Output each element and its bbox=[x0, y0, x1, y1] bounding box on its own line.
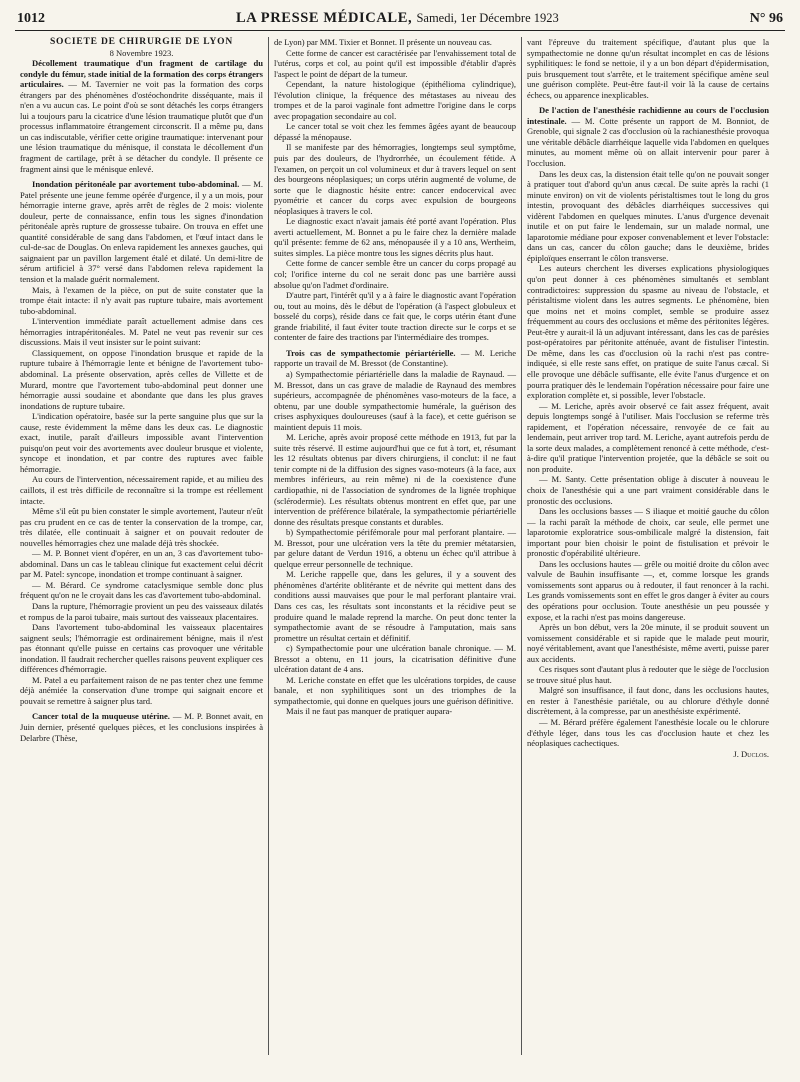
page-header bbox=[15, 10, 785, 31]
section-title: De l'action de l'anesthésie rachidienne au cours de l'occlusion intestinale. bbox=[527, 105, 769, 126]
section-title: Inondation péritonéale par avortement tubo-abdominal. bbox=[32, 179, 240, 190]
paragraph: Cette forme de cancer semble être un cancer du corps propagé au col; l'orifice interne du col ne serait donc pas une barrière aussi absolue qu'on l'admet d'ordinaire. bbox=[274, 258, 516, 290]
paragraph: — M. Santy. Cette présentation oblige à discuter à nouveau le choix de l'anesthésie qui a une part vraiment considérable dans le pronostic des occlusions. bbox=[527, 474, 769, 506]
paragraph: Dans les occlusions basses — S iliaque et moitié gauche du côlon — la rachi paraît la méthode de choix, car seule, elle permet une laparotomie exploratrice sous-ombilicale malgré la distension, fait important pour bien choisir le point de fistulisation et prévoir le pronostic d'opérabilité ultérieure. bbox=[527, 506, 769, 559]
session-date: 8 Novembre 1923. bbox=[109, 47, 174, 58]
paragraph: M. Leriche rappelle que, dans les gelures, il y a souvent des phénomènes d'artérite oblitérante et de névrite qui mettent dans des conditions aussi mauvaises que pour le mal perforant plantaire vrai. Dans ces cas, les résultats sont inconstants et la récidive peut se produire quand le malade reprend la marche. On peut donc tenter la sympathectomie avant de se résoudre à l'amputation, mais sans promettre un résultat certain et définitif. bbox=[274, 569, 516, 643]
paragraph: D'autre part, l'intérêt qu'il y a à faire le diagnostic avant l'opération ou, tout au moins, dès le début de l'opération (à l'aspect globuleux et bosselé du corps), réside dans ce fait que, le corps utérin étant d'une grande friabilité, il faut éviter toute traction directe sur le corps et se contenter de faire des tractions par l'intermédiaire des trompes. bbox=[274, 290, 516, 343]
paragraph: Décollement traumatique d'un fragment de cartilage du condyle du fémur, stade initial de la formation des corps étrangers articulaires. — M. Tavernier ne voit pas la formation des corps étrangers par des phénomènes d'ostéochondrite disséquante, mais il n'en a vu aucun cas. Le point d'où se sont détachés les corps étrangers lui a toujours paru la cicatrice d'une lésion traumatique plutôt que d'un processus inflammatoire étrangement circonscrit. Il a même pu, dans un cas indiscutable, vérifier cette origine traumatique: intervenant pour une lésion traumatique du ménisque, il constata le décollement d'un fragment de cartilage, prêt à se détacher du condyle. Il présente ce fragment ainsi que le ménisque enlevé. bbox=[20, 58, 263, 174]
paragraph: Trois cas de sympathectomie périartérielle. — M. Leriche rapporte un travail de M. Bressot (de Constantine). bbox=[274, 347, 516, 369]
paragraph: c) Sympathectomie pour une ulcération banale chronique. — M. Bressot a obtenu, en 11 jours, la cicatrisation définitive d'une ulcération datant de 4 ans. bbox=[274, 643, 516, 675]
section-title: Décollement traumatique d'un fragment de cartilage du condyle du fémur, stade initial de la formation des corps étrangers articulaires. bbox=[20, 58, 263, 90]
paragraph: De l'action de l'anesthésie rachidienne au cours de l'occlusion intestinale. — M. Cotte présente un rapport de M. Bonniot, de Grenoble, qui signale 2 cas d'occlusion où la rachianesthésie provoqua une véritable débâcle diarrhéique laquelle vida l'abdomen en quelques minutes, au moment même où on allait intervenir pour parer à l'occlusion. bbox=[527, 105, 769, 169]
paragraph: L'indication opératoire, basée sur la perte sanguine plus que sur la cause, reste évidemment la même dans les deux cas. Le diagnostic exact, inutile, paraît d'ailleurs impossible avant l'intervention puisqu'on peut voir des avortements avec douleur brusque et violente, syncope et inondation, et par contre des ruptures avec faible hémorragie. bbox=[20, 411, 263, 474]
column-3 bbox=[521, 37, 774, 1055]
paragraph: M. Leriche constate en effet que les ulcérations torpides, de cause banale, et non syphilitiques sont un des triomphes de la sympathectomie, qui donne en quelques jours une guérison définitive. bbox=[274, 674, 516, 706]
journal-name: LA PRESSE MÉDICALE, bbox=[236, 10, 413, 26]
newspaper-page bbox=[15, 0, 785, 1070]
paragraph: M. Leriche, après avoir proposé cette méthode en 1913, fut par la suite très réservé. Il estime aujourd'hui que ce fut à tort, et, résumant les 12 résultats obtenus par divers chirurgiens, il conclut: il ne faut tenir compte ni de la diffusion des signes vaso-moteurs (à la face, aux membres inférieurs, au rein même) ni de la coexistence d'une cardiopathie, ni de l'association de syndromes de la lignée trophique (sclérodermie). Les résultats obtenus montrent en effet que, par une intervention de préférence bilatérale, la sympathectomie périartérielle donne des résultats presque constants et durables. bbox=[274, 432, 516, 527]
paragraph: vant l'épreuve du traitement spécifique, d'autant plus que la sympathectomie ne donne qu'un résultat incomplet en cas de lésions syphilitiques: le fond se nettoie, il y a un bon départ d'épidermisation, puis brusquement tout s'arrête, et le traitement spécifique amène seul une guérison complète. Peut-être faut-il voir là la cause de certains échecs, ou apparence inexplicables. bbox=[527, 37, 769, 100]
paragraph: Les auteurs cherchent les diverses explications physiologiques qu'on peut donner à ces phénomènes simultanés et semblant contradictoires: suppression du spasme au niveau de l'obstacle, et péristaltisme violent dans les autres segments. Le phénomène, bien que moins net et moins complet, semble se produire assez fréquemment au cours des occlusions et même des péritonites légères. Peut-être y aurait-il là un adjuvant intéressant, dans les cas de parésies post-opératoires par péritonite atténuée, avant de fistuliser l'intestin. De même, dans les cas d'occlusion où la rachi n'est pas contre-indiquée, si elle reste sans effet, on pratique de suite l'anus cæcal. Si elle provoque une débâcle suffisante, elle évite l'anus d'urgence et on pourra pratiquer dès le lendemain l'opération nécessaire pour faire une exploration complète et, si possible, lever l'obstacle. bbox=[527, 263, 769, 401]
paragraph: M. Patel a eu parfaitement raison de ne pas tenter chez une femme déjà anémiée la conservation d'une trompe qui saignait encore et pouvait se remettre à saigner plus tard. bbox=[20, 674, 263, 706]
issue-number: N° 96 bbox=[749, 11, 783, 26]
paragraph: — M. Bérard préfère également l'anesthésie locale ou le chlorure d'éthyle léger, dans tous les cas d'occlusion haute et chez les néoplasiques cachectiques. bbox=[527, 717, 769, 749]
paragraph: Après un bon début, vers la 20e minute, il se produit souvent un vomissement considérable et si rapide que le malade peut mourir, noyé véritablement, avant que l'anesthésiste, même averti, puisse parer aux accidents. bbox=[527, 622, 769, 664]
paragraph: Même s'il eût pu bien constater le simple avortement, l'auteur n'eût pas cru prudent en ce cas de tenter la conservation de la trompe, car, très dilatée, elle continuait à saigner et on pouvait redouter de nouvelles hémorragies chez une malade déjà très shockée. bbox=[20, 506, 263, 548]
paragraph: Classiquement, on oppose l'inondation brusque et rapide de la rupture tubaire à l'hémorragie lente et bénigne de l'avortement tubo-abdominal. La présente observation, après celles de Villette et de Murard, montre que l'avortement tubo-abdominal peut donner une hémorragie aussi soudaine et abondante que dans les plus graves inondations de rupture tubaire. bbox=[20, 347, 263, 411]
paragraph: Cancer total de la muqueuse utérine. — M. P. Bonnet avait, en Juin dernier, présenté quelques pièces, et les conclusions inspirées à Delarbre (Thèse, bbox=[20, 711, 263, 743]
journal-title bbox=[236, 10, 559, 27]
article-columns bbox=[15, 37, 785, 1055]
column-2 bbox=[268, 37, 521, 1055]
paragraph: — M. P. Bonnet vient d'opérer, en un an, 3 cas d'avortement tubo-abdominal. Dans un cas le tableau clinique fut exactement celui décrit par M. Patel: syncope, inondation et trompe continuant à saigner. bbox=[20, 548, 263, 580]
paragraph: Inondation péritonéale par avortement tubo-abdominal. — M. Patel présente une jeune femme opérée d'urgence, il y a un mois, pour hémorragie interne grave, après arrêt de règles de 2 mois: violente douleur, perte de connaissance, enfin tous les signes d'inondation péritonéale après rupture de grossesse tubaire. On trouva en effet une quantité considérable de sang dans l'abdomen, et l'œuf intact dans le cul-de-sac de Douglas. On enleva rapidement les annexes gauches, qui saignaient par un pavillon largement étalé et dilaté. Un demi-litre de sérum artificiel à 37° versé dans l'abdomen releva rapidement la tension et la malade guérit normalement. bbox=[20, 179, 263, 285]
paragraph: Dans la rupture, l'hémorragie provient un peu des vaisseaux dilatés et rompus de la paroi tubaire, mais surtout des vaisseaux placentaires. bbox=[20, 600, 263, 622]
column-1 bbox=[15, 37, 268, 1055]
author-signature: J. Duclos. bbox=[733, 748, 769, 759]
paragraph: Cependant, la nature histologique (épithélioma cylindrique), l'évolution clinique, la fréquence des métastases au niveau des trompes et de la paroi vaginale font admettre l'origine dans le corps avec propagation secondaire au col. bbox=[274, 79, 516, 121]
paragraph: Il se manifeste par des hémorragies, longtemps seul symptôme, puis par des douleurs, de l'hydrorrhée, un écoulement fétide. A l'examen, on perçoit un col volumineux et dur à travers lequel on sent des bourgeons néoplasiques; un corps utérin augmenté de volume, de sorte que le diagnostic hésite entre: cancer endocervical avec pyométrie et cancer du corps avec expulsion de bourgeons néoplasiques à travers le col. bbox=[274, 142, 516, 216]
paragraph: — M. Leriche, après avoir observé ce fait assez fréquent, avait depuis longtemps songé à l'utiliser. Mais l'occlusion se referme très rapidement, et l'opération nécessaire, renvoyée de ce fait au lendemain, peut arriver trop tard. M. Leriche, ayant autrefois perdu de la sorte deux malades, a complètement renoncé à cette méthode, c'est-à-dire qu'il pratique l'intervention projetée, que la débâcle se soit ou non produite. bbox=[527, 400, 769, 474]
paragraph: a) Sympathectomie périartérielle dans la maladie de Raynaud. — M. Bressot, dans un cas grave de maladie de Raynaud des membres supérieurs, accompagnée de phénomènes vaso-moteurs de la face, a obtenu, par une double sympathectomie humérale, la guérison des crises asphyxiques douloureuses (sauf à la face), et cette guérison se maintient depuis 11 mois. bbox=[274, 368, 516, 432]
page-number: 1012 bbox=[17, 11, 45, 26]
paragraph: b) Sympathectomie périfémorale pour mal perforant plantaire. — M. Bressot, pour une ulcération vers la tête du premier métatarsien, par gelure datant de Verdun 1916, a obtenu un échec qu'il attribue à quelque erreur personnelle de technique. bbox=[274, 527, 516, 569]
paragraph: Dans l'avortement tubo-abdominal les vaisseaux placentaires saignent seuls; l'hémorragie est ordinairement bénigne, mais il n'est pas étonnant qu'elle puisse en certains cas provoquer une véritable inondation. Il faudrait rechercher quelles raisons peuvent expliquer ces différences d'hémorragie. bbox=[20, 622, 263, 675]
paragraph: — M. Bérard. Ce syndrome cataclysmique semble donc plus fréquent qu'on ne le croyait dans les cas d'avortement tubo-abdominal. bbox=[20, 579, 263, 601]
paragraph: Cette forme de cancer est caractérisée par l'envahissement total de l'utérus, corps et col, au point qu'il est impossible d'établir d'après l'aspect le point de départ de la tumeur. bbox=[274, 47, 516, 79]
paragraph: Le cancer total se voit chez les femmes âgées ayant de beaucoup dépassé la ménopause. bbox=[274, 121, 516, 142]
society-heading: SOCIÉTÉ DE CHIRURGIE DE LYON bbox=[49, 37, 234, 47]
paragraph: Mais, à l'examen de la pièce, on put de suite constater que la trompe était intacte: il n'y avait pas rupture tubaire, mais avortement tubo-abdominal. bbox=[20, 284, 263, 316]
paragraph: L'intervention immédiate paraît actuellement admise dans ces hémorragies intrapéritonéales. M. Patel ne veut pas revenir sur ces discussions. Mais il veut insister sur le point suivant: bbox=[20, 316, 263, 348]
paragraph: Dans les deux cas, la distension était telle qu'on ne pouvait songer à pratiquer tout d'abord qu'un anus cæcal. De suite après la rachi (1 minute environ) on vit de violents péristaltismes tout le long du gros intestin, provoquant des débâcles diarrhéiques successives qui vidèrent l'abdomen en quelques minutes. L'anus d'urgence devenait inutile et on put faire le lendemain, sur un malade normal, une laparotomie médiane pour exposer convenablement et lever l'obstacle: dans un cas, cancer du côlon gauche; dans le deuxième, brides épiploïques enserrant le côlon transverse. bbox=[527, 168, 769, 263]
paragraph: Dans les occlusions hautes — grêle ou moitié droite du côlon avec valvule de Bauhin insuffisante —, et, comme lorsque les grands vomissements sont apparus ou à redouter, il faut renoncer à la rachi. Les grands vomissements sont en effet le gros danger à éviter au cours des opérations pour occlusion. Toute anesthésie un peu poussée y expose, et la rachi n'est pas moins dangereuse. bbox=[527, 558, 769, 622]
paragraph: Au cours de l'intervention, nécessairement rapide, et au milieu des caillots, il est très difficile de reconnaître si la trompe est réellement intacte. bbox=[20, 474, 263, 506]
paragraph: Mais il ne faut pas manquer de pratiquer aupara- bbox=[286, 706, 453, 717]
section-title: Trois cas de sympathectomie périartérielle. bbox=[286, 347, 456, 358]
paragraph: de Lyon) par MM. Tixier et Bonnet. Il présente un nouveau cas. bbox=[274, 37, 492, 47]
paragraph: Le diagnostic exact n'avait jamais été porté avant l'opération. Plus averti actuellement, M. Bonnet a pu le faire chez la dernière malade qu'il présente: femme de 62 ans, ménopausée il y a 10 ans, Wertheim, suites simples. La pièce montre tous les signes décrits plus haut. bbox=[274, 216, 516, 258]
paragraph: Ces risques sont d'autant plus à redouter que le siège de l'occlusion se trouve situé plus haut. bbox=[527, 664, 769, 685]
paragraph: Malgré son insuffisance, il faut donc, dans les occlusions hautes, en rester à l'anesthésie pariétale, ou au chlorure d'éthyle donné discrètement, à la compresse, par un anesthésiste expérimenté. bbox=[527, 685, 769, 717]
section-title: Cancer total de la muqueuse utérine. bbox=[32, 711, 170, 722]
issue-date: Samedi, 1er Décembre 1923 bbox=[416, 11, 559, 25]
